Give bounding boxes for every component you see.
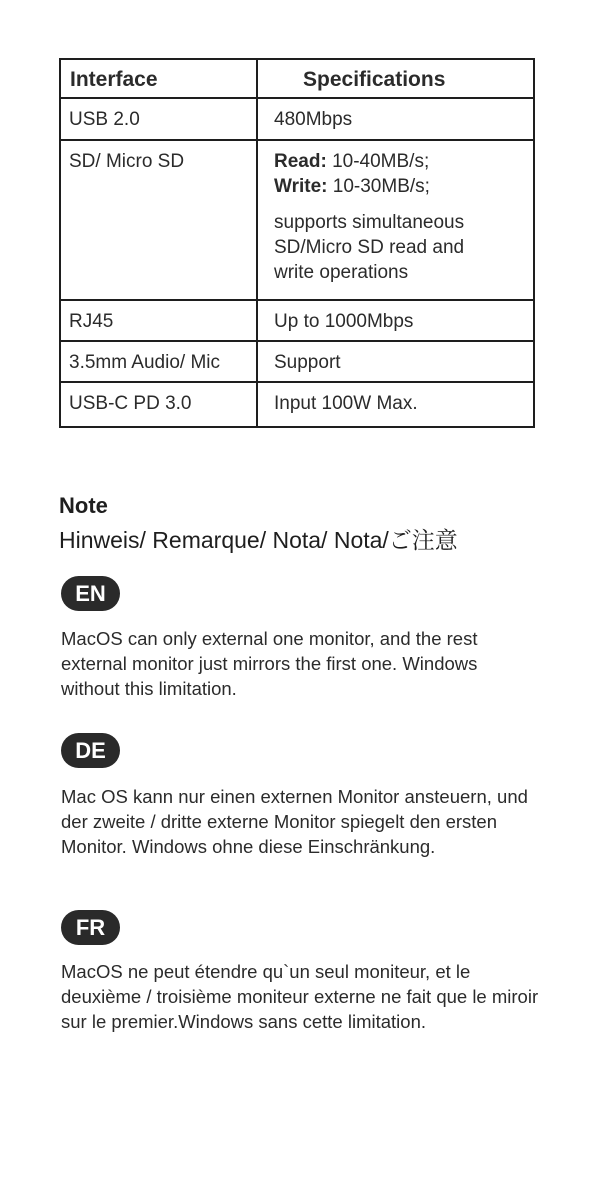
table-row [60, 341, 534, 382]
note-title: Note [59, 493, 108, 518]
read-label: Read: [274, 151, 327, 172]
spec-value: Up to 1000Mbps [274, 311, 414, 332]
spec-value: Support [274, 352, 341, 373]
read-speed [274, 149, 533, 174]
interface-cell [60, 98, 257, 140]
interface-cell [60, 341, 257, 382]
language-badge-en: EN [61, 576, 120, 611]
table-row [60, 98, 534, 140]
interface-label: USB 2.0 [69, 109, 140, 130]
interface-cell [60, 382, 257, 427]
spec-note: supports simultaneous SD/Micro SD read and write operations [274, 212, 465, 283]
write-value: 10-30MB/s; [332, 176, 430, 197]
header-interface [60, 59, 257, 98]
interface-label: USB-C PD 3.0 [69, 393, 192, 414]
write-label: Write: [274, 176, 328, 197]
note-text-fr: MacOS ne peut étendre qu`un seul moniteur, et le deuxième / troisième moniteur externe ne fait que le miroir sur le premier.Windows sans cette limitation. [61, 961, 539, 1032]
spec-value: 480Mbps [274, 109, 353, 130]
spec-value: Input 100W Max. [274, 393, 418, 414]
header-specifications [257, 59, 534, 98]
language-badge-fr: FR [61, 910, 120, 945]
interface-cell [60, 140, 257, 300]
spec-cell [257, 382, 534, 427]
write-speed [274, 174, 533, 199]
interface-label: 3.5mm Audio/ Mic [69, 352, 220, 373]
header-interface-label: Interface [70, 68, 158, 91]
table-row [60, 140, 534, 300]
spec-cell [257, 140, 534, 300]
table-row [60, 300, 534, 341]
note-subtitle: Hinweis/ Remarque/ Nota/ Nota/ご注意 [59, 527, 458, 553]
interface-label: SD/ Micro SD [69, 151, 185, 172]
table-header-row [60, 59, 534, 98]
read-value: 10-40MB/s; [332, 151, 430, 172]
spec-cell [257, 341, 534, 382]
header-specifications-label: Specifications [303, 68, 446, 91]
spec-cell [257, 300, 534, 341]
language-badge-de: DE [61, 733, 120, 768]
note-text-de: Mac OS kann nur einen externen Monitor ansteuern, und der zweite / dritte externe Monitor spiegelt den ersten Monitor. Windows ohne diese Einschränkung. [61, 786, 528, 857]
interface-label: RJ45 [69, 311, 114, 332]
interface-cell [60, 300, 257, 341]
spec-cell [257, 98, 534, 140]
table-row [60, 382, 534, 427]
note-text-en: MacOS can only external one monitor, and the rest external monitor just mirrors the first one. Windows without this limitation. [61, 628, 478, 699]
spec-table [59, 58, 535, 428]
